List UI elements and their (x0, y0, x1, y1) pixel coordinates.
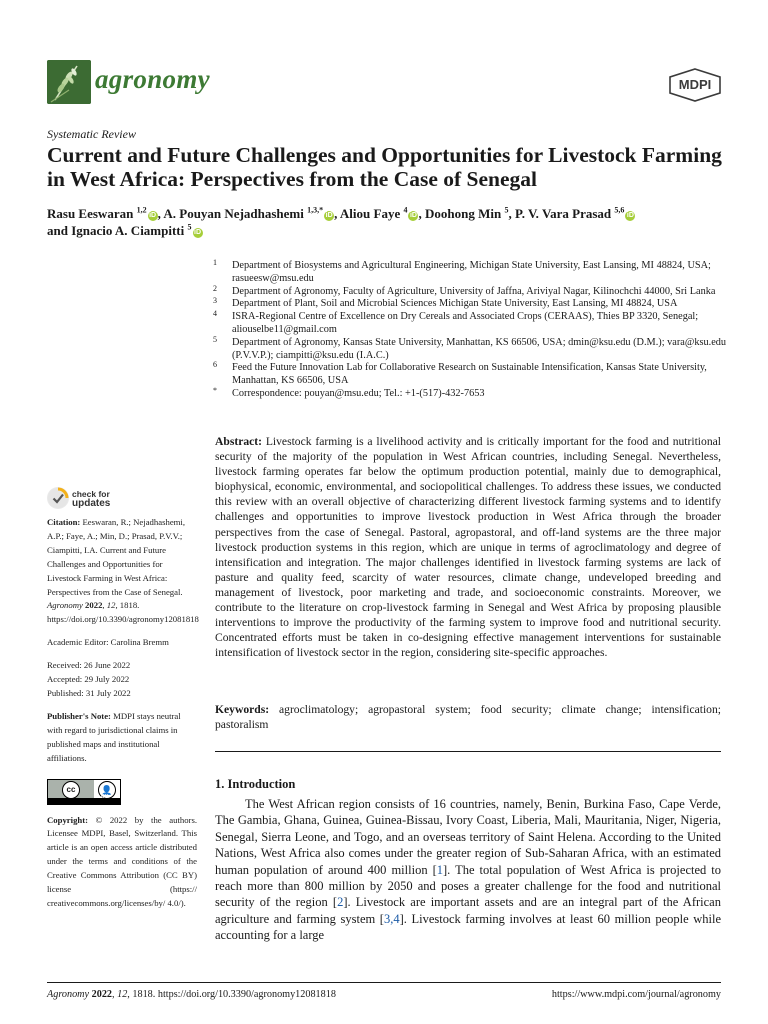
author-affiliation-mark: 1,2 (136, 205, 147, 215)
affiliation-text: Feed the Future Innovation Lab for Collaborative Research on Sustainable Intensification, Kansas State University, Manhattan, KS 66506, USA (232, 362, 707, 387)
received-date: Received: 26 June 2022 (47, 660, 131, 671)
orcid-icon[interactable]: iD (194, 229, 202, 236)
author-name[interactable]: P. V. Vara Prasad (514, 206, 615, 221)
footer-divider (47, 982, 721, 983)
copyright-text: © 2022 by the authors. Licensee MDPI, Basel, Switzerland. This article is an open access article distributed under the terms and conditions of the Creative Commons Attribution (CC BY) license (https:// creativecommons.org/licenses/by/ 4.0/). (47, 814, 197, 908)
affiliation-mark: 5 (213, 334, 217, 344)
orcid-icon[interactable]: iD (149, 212, 157, 219)
affiliation-mark: 3 (213, 296, 217, 306)
footer-year: 2022 (91, 989, 112, 1000)
check-updates-line1: check for (72, 489, 110, 499)
attribution-person-icon: 👤 (98, 781, 116, 799)
affiliation-item (213, 283, 733, 299)
affiliation-text: ISRA-Regional Centre of Excellence on Dry Cereals and Associated Crops (CERAAS), Thies BP 3320, Senegal; aliouselbe11@gmail.com (232, 311, 699, 335)
affiliation-item (213, 385, 733, 401)
keywords-label: Keywords: (215, 703, 270, 716)
author-affiliation-mark: 5 (504, 205, 509, 215)
affiliation-mark: 2 (213, 283, 217, 293)
mdpi-logo-text: MDPI (678, 77, 712, 92)
check-for-updates-button[interactable] (47, 487, 137, 513)
citation-label: Citation: (47, 517, 81, 527)
check-updates-line2: updates (72, 498, 111, 509)
footer-journal-url[interactable]: https://www.mdpi.com/journal/agronomy (551, 989, 721, 1000)
orcid-icon[interactable]: iD (626, 212, 634, 219)
footer-volume: 12 (117, 989, 128, 1000)
citation: Citation: Eeswaran, R.; Nejadhashemi, A.P.; Faye, A.; Min, D.; Prasad, P.V.V.; Ciampitti, I.A. Current and Future Challenges and Opportunities for Livestock Farming in West Africa: Perspectives from the Case of Senegal. Agronomy 2022, 12, 1818. https://doi.org/10.3390/agronomy12081818 (47, 517, 199, 625)
cc-by-license-badge[interactable] (47, 779, 121, 805)
affiliation-mark: 1 (213, 258, 217, 267)
article-type: Systematic Review (47, 127, 136, 141)
keywords-text: agroclimatology; agropastoral system; food security; climate change; intensification; pastoralism (215, 703, 721, 732)
abstract-text: Livestock farming is a livelihood activity and is critically important for the food and nutritional security of the majority of the population in West African countries, including Senegal. Nevertheless, livestock farming operates far below the optimum production potential, mainly due to demographical, biophysical, economic, environmental, and sociopolitical challenges. To address these issues, we conducted this review with an overall objective of characterizing different livestock farming systems and to identify challenges and opportunities to improve livestock production in West Africa through the broader perspectives from the case of Senegal. Pastoral, agropastoral, and off-land systems are the three major livestock production systems in this region, which are unique in terms of agroclimatology and degree of intensification and integration. The major challenges identified in livestock farming systems are lack of pasture and quality feed, scarcity of water resources, climate change, undeveloped breeding and management of livestock, poor marketing and trade, and socioeconomic constraints. Moreover, we contribute to the literature on crop-livestock farming in Senegal and West Africa by proposing plausible interventions to improve the productivity of the farming system to improve food and nutritional security. Concentrated efforts must be taken in co-designing effective management interventions for sustainable intensification of livestock sector in the region, considering site-specific approaches. (215, 435, 721, 660)
publishers-note-label: Publisher's Note: (47, 710, 111, 721)
article-title: Current and Future Challenges and Opportunities for Livestock Farming in West Africa: Perspectives from the Case of Senegal (47, 143, 722, 191)
citation-text: Eeswaran, R.; Nejadhashemi, A.P.; Faye, A.; Min, D.; Prasad, P.V.V.; Ciampitti, I.A. Current and Future Challenges and Opportunities for Livestock Farming in West Africa: Perspectives from the Case of Senegal. (47, 517, 186, 597)
journal-name[interactable]: agronomy (95, 64, 210, 94)
orcid-icon[interactable]: iD (409, 212, 417, 219)
affiliation-item (213, 334, 733, 363)
abstract (215, 434, 721, 660)
affiliation-text: Department of Agronomy, Faculty of Agriculture, University of Jaffna, Ariviyal Nagar, Kilinochchi 44000, Sri Lanka (232, 285, 716, 297)
wheat-icon (47, 60, 91, 104)
section-divider (215, 751, 721, 752)
affiliation-item (213, 311, 733, 337)
affiliation-item (213, 298, 733, 311)
author-name[interactable]: Ignacio A. Ciampitti (71, 223, 188, 238)
author-list: Rasu Eeswaran $^{1,2}$iD , A. Pouyan Nejadhashemi $^{1,3,*}$iD , Aliou Faye $^4$iD , Doohong Min $^5$, P. V. Vara Prasad $^{5,6}$iD and Ignacio A. Ciampitti $^5$iD (47, 205, 634, 238)
journal-logo (47, 60, 91, 104)
academic-editor: Academic Editor: Carolina Bremm (47, 637, 169, 648)
affiliation-mark: 6 (213, 360, 217, 370)
author-affiliation-mark: 4 (403, 205, 408, 215)
author-affiliation-mark: 5 (187, 222, 192, 232)
keywords (215, 702, 721, 732)
citation-journal: Agronomy (47, 600, 83, 611)
affiliation-mark: * (213, 385, 217, 395)
copyright-label: Copyright: (47, 814, 89, 825)
affiliation-item (213, 362, 733, 388)
introduction-paragraph: The West African region consists of 16 countries, namely, Benin, Burkina Faso, Cape Verde, The Gambia, Ghana, Guinea, Guinea-Bissau, Ivory Coast, Liberia, Mali, Mauritania, Niger, Nigeria, Senegal, Sierra Leone, and Togo, and an overseas territory of Saint Helena. According to the United Nations, West Africa also comes under the greater region of Sub-Saharan Africa, with an estimated human population of around 400 million [1]. The total population of West Africa is projected to reach more than 800 million by 2050 and poses a greater challenge for the food and nutritional security of the region [2]. Livestock are important assets and are an integral part of the African agriculture and farming system [3,4]. Livestock farming involves at least 60 million people while accounting for a large (215, 797, 722, 943)
author-name[interactable]: A. Pouyan Nejadhashemi (163, 206, 308, 221)
citation-link[interactable]: 3,4 (383, 911, 400, 926)
author-affiliation-mark: 5,6 (614, 205, 625, 215)
citation-link[interactable]: 1 (436, 862, 443, 877)
article-info-sidebar (47, 516, 197, 911)
citation-link[interactable]: 2 (337, 895, 344, 910)
footer-journal: Agronomy (47, 989, 90, 1000)
section-heading-introduction: 1. Introduction (215, 777, 296, 791)
affiliation-text: Department of Biosystems and Agricultural Engineering, Michigan State University, East Lansing, MI 48824, USA; rasueesw@msu.edu (232, 260, 711, 284)
publishers-note (47, 710, 197, 766)
orcid-icon[interactable]: iD (325, 212, 333, 219)
affiliation-text: Correspondence: pouyan@msu.edu; Tel.: +1-(517)-432-7653 (232, 387, 485, 399)
published-date: Published: 31 July 2022 (47, 687, 131, 698)
affiliation-mark: 4 (213, 309, 217, 319)
copyright (47, 814, 197, 911)
citation-year: 2022 (85, 600, 103, 611)
publishers-note-text: MDPI stays neutral with regard to jurisdictional claims in published maps and institutional affiliations. (47, 710, 181, 763)
citation-doi[interactable]: , 1818. https://doi.org/10.3390/agronomy12081818 (47, 600, 199, 625)
affiliation-text: Department of Plant, Soil and Microbial Sciences Michigan State University, East Lansing, MI 48824, USA (232, 298, 678, 310)
affiliations (213, 260, 733, 401)
cc-by-label: BY (101, 793, 108, 800)
citation-volume: 12 (106, 600, 116, 611)
author-name[interactable]: Doohong Min (424, 206, 505, 221)
author-affiliation-mark: 1,3,* (307, 205, 324, 215)
footer-citation: Agronomy 2022, 12, 1818. https://doi.org/10.3390/agronomy12081818 (47, 989, 336, 1000)
check-updates-icon (47, 487, 69, 509)
author-conjunction: and (47, 223, 72, 238)
accepted-date: Accepted: 29 July 2022 (47, 674, 130, 685)
author-name[interactable]: Aliou Faye (339, 206, 404, 221)
author-name[interactable]: Rasu Eeswaran (47, 206, 137, 221)
cc-icon: cc (62, 781, 80, 799)
abstract-label: Abstract: (215, 435, 263, 448)
affiliation-item (213, 260, 733, 286)
mdpi-logo[interactable] (668, 68, 722, 107)
affiliation-text: Department of Agronomy, Kansas State University, Manhattan, KS 66506, USA; dmin@ksu.edu (D.M.); vara@ksu.edu (P.V.V.P.); ciampitti@ksu.edu (I.A.C.) (232, 336, 727, 361)
footer-doi[interactable]: , 1818. https://doi.org/10.3390/agronomy12081818 (127, 989, 336, 1000)
